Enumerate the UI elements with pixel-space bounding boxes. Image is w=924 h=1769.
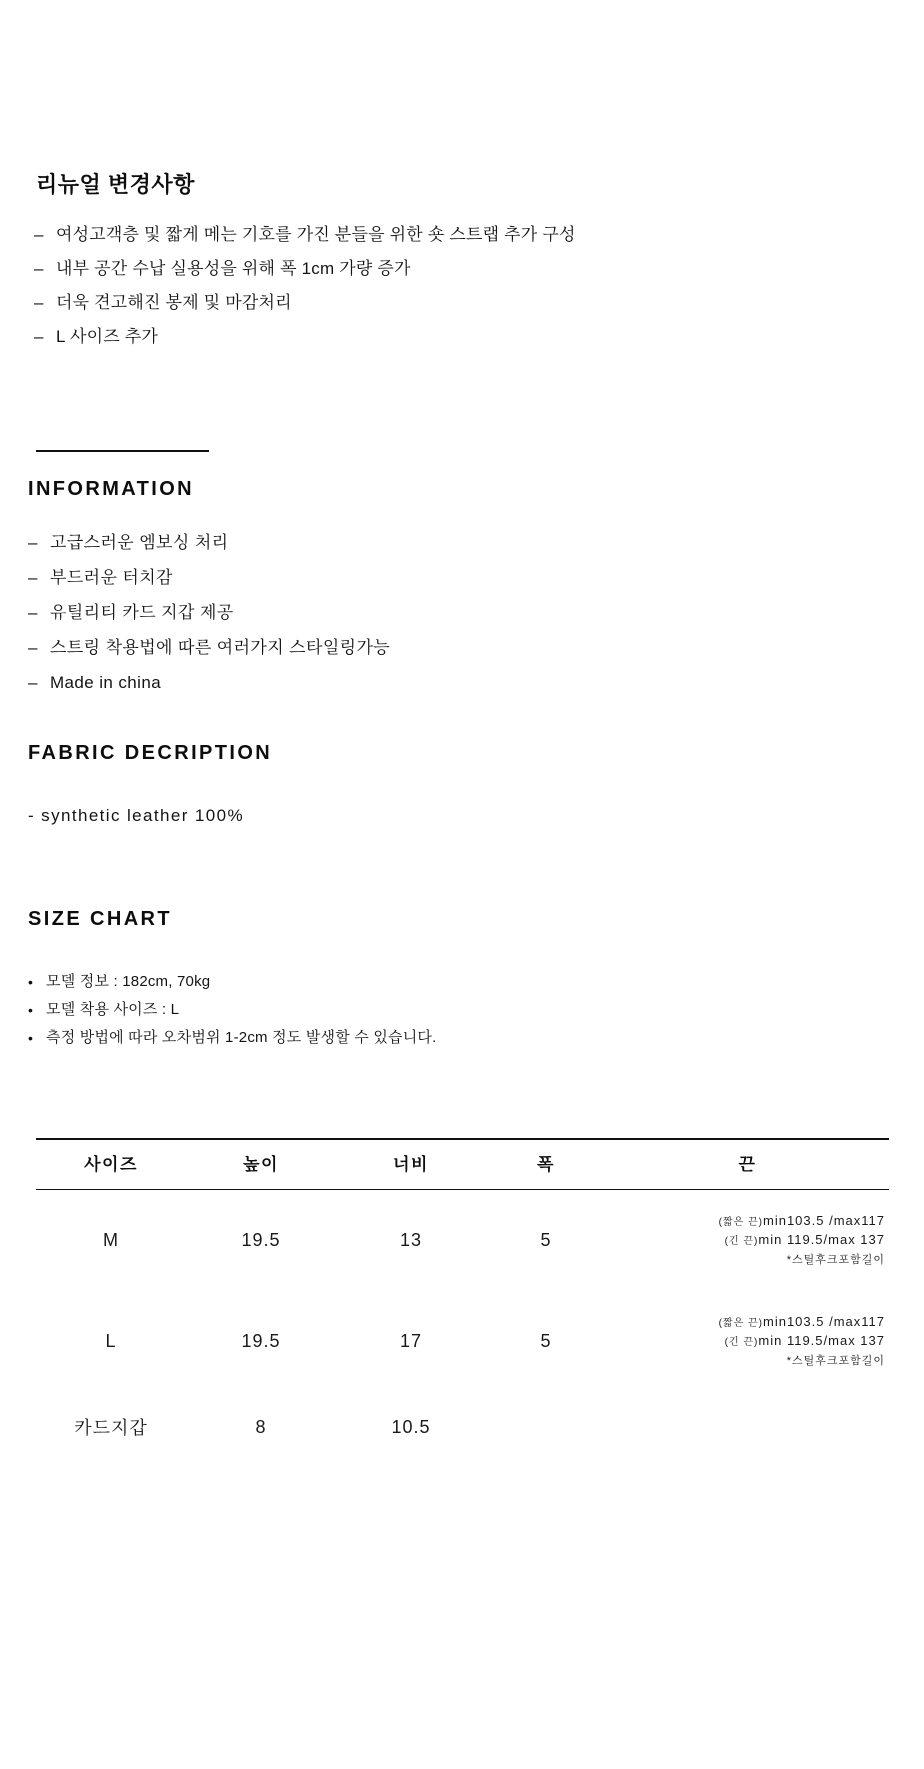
list-item — [34, 320, 576, 354]
cell-size: L — [105, 1331, 117, 1351]
list-item — [34, 252, 576, 286]
information-title: INFORMATION — [28, 478, 195, 500]
strap-long-label: (긴 끈) — [724, 1236, 759, 1247]
strap-short-value: min103.5 /max117 — [763, 1314, 885, 1329]
table-body — [36, 1190, 889, 1463]
table-header — [36, 1139, 889, 1190]
column-header-depth: 폭 — [486, 1139, 606, 1190]
list-item: • 모델 착용 사이즈 : L — [28, 996, 436, 1024]
list-item: • 측정 방법에 따라 오차범위 1-2cm 정도 발생할 수 있습니다. — [28, 1024, 436, 1052]
renewal-title: 리뉴얼 변경사항 — [36, 172, 195, 197]
renewal-list — [34, 218, 576, 354]
list-item — [28, 560, 390, 595]
list-item-label: 유틸리티 카드 지갑 제공 — [50, 603, 234, 622]
strap-long-value: min 119.5/max 137 — [758, 1333, 885, 1348]
strap-long-value: min 119.5/max 137 — [758, 1232, 885, 1247]
dash-bullet: – — [28, 603, 38, 622]
information-list — [28, 525, 390, 700]
table-row — [36, 1190, 889, 1292]
column-header-size: 사이즈 — [36, 1139, 186, 1190]
list-item-label: 더욱 견고해진 봉제 및 마감처리 — [56, 293, 292, 312]
list-item — [28, 595, 390, 630]
size-chart-notes — [28, 968, 436, 1052]
column-header-width: 너비 — [336, 1139, 486, 1190]
table-row — [36, 1392, 889, 1462]
list-item — [34, 218, 576, 252]
fabric-description-value: - synthetic leather 100% — [28, 806, 244, 825]
cell-strap — [606, 1291, 889, 1392]
strap-short-value: min103.5 /max117 — [763, 1213, 885, 1228]
cell-height: 19.5 — [241, 1230, 281, 1250]
cell-strap — [606, 1392, 889, 1462]
strap-note: *스틸후크포함길이 — [786, 1254, 885, 1266]
table-row — [36, 1291, 889, 1392]
strap-long-label: (긴 끈) — [724, 1337, 759, 1348]
list-item-label: 부드러운 터치감 — [50, 568, 173, 587]
list-item: • 모델 정보 : 182cm, 70kg — [28, 968, 436, 996]
dash-bullet: – — [34, 259, 44, 278]
list-item-label: 스트링 착용법에 따른 여러가지 스타일링가능 — [50, 638, 391, 657]
list-item — [28, 525, 390, 560]
list-item — [34, 286, 576, 320]
dash-bullet: – — [28, 673, 38, 692]
strap-short-line — [606, 1212, 885, 1231]
strap-short-label: (짧은 끈) — [718, 1318, 763, 1329]
list-item-label: Made in china — [50, 673, 162, 692]
cell-depth: 5 — [540, 1230, 552, 1250]
list-item — [28, 665, 390, 700]
fabric-description-title: FABRIC DECRIPTION — [28, 742, 273, 764]
list-item-label: 고급스러운 엠보싱 처리 — [50, 533, 229, 552]
section-divider — [36, 450, 209, 452]
strap-long-line — [606, 1332, 885, 1351]
strap-short-label: (짧은 끈) — [718, 1217, 763, 1228]
dash-bullet: – — [28, 638, 38, 657]
dash-bullet: – — [34, 225, 44, 244]
table-header-row — [36, 1139, 889, 1190]
dash-bullet: – — [28, 533, 38, 552]
dash-bullet: – — [28, 568, 38, 587]
cell-size: M — [103, 1230, 119, 1250]
column-header-strap: 끈 — [606, 1139, 889, 1190]
strap-note: *스틸후크포함길이 — [786, 1355, 885, 1367]
dash-bullet: – — [34, 327, 44, 346]
size-chart-table — [36, 1138, 889, 1462]
strap-short-line — [606, 1313, 885, 1332]
list-item-label: 내부 공간 수납 실용성을 위해 폭 1cm 가량 증가 — [56, 259, 411, 278]
list-item-label: L 사이즈 추가 — [56, 327, 158, 346]
cell-strap — [606, 1190, 889, 1292]
cell-depth: 5 — [540, 1331, 552, 1351]
list-item-label: 여성고객층 및 짧게 메는 기호를 가진 분들을 위한 숏 스트랩 추가 구성 — [56, 225, 576, 244]
cell-width: 13 — [399, 1230, 423, 1250]
strap-long-line — [606, 1231, 885, 1250]
dash-bullet: – — [34, 293, 44, 312]
cell-height: 8 — [255, 1416, 267, 1437]
cell-height: 19.5 — [241, 1331, 281, 1351]
cell-width: 10.5 — [391, 1416, 431, 1437]
cell-width: 17 — [399, 1331, 423, 1351]
column-header-height: 높이 — [186, 1139, 336, 1190]
size-chart-title: SIZE CHART — [28, 908, 172, 930]
cell-size: 카드지갑 — [74, 1418, 148, 1438]
cell-depth — [486, 1392, 606, 1462]
list-item — [28, 630, 390, 665]
